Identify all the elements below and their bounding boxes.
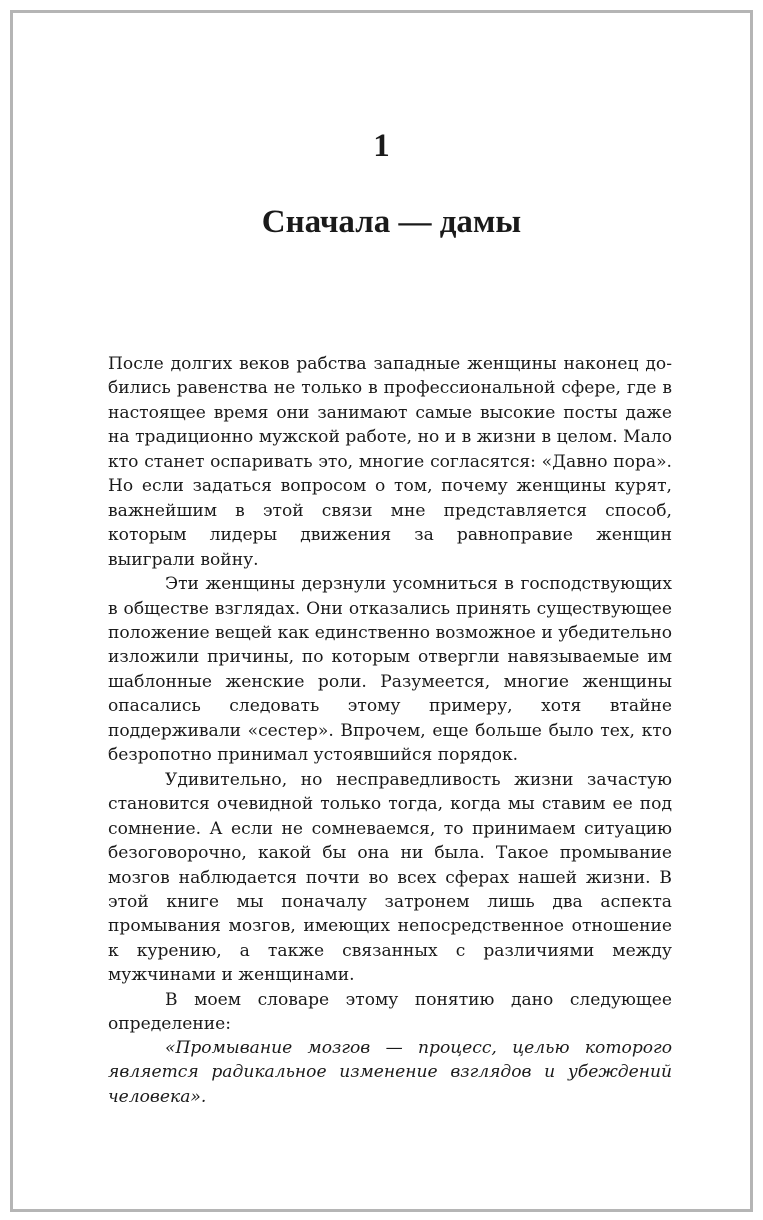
body-text [108,352,672,1037]
paragraph-1: После долгих веков рабства западные женщины наконец добились равенства не только в профессиональной сфере, где в настоящее время они занимают самые высокие посты даже на традиционно мужской работе, но и в жизни в целом. Мало кто станет оспаривать это, многие согласятся: «Давно пора». Но если задаться вопросом о том, почему женщины курят, важнейшим в этой связи мне представляется способ, которым лидеры движения за равноправие женщин выиграли войну. [108,354,672,570]
paragraph-2: Эти женщины дерзнули усомниться в господствующих в обществе взглядах. Они отказались принять существующее положение вещей как единственно возможное и убедительно изложили причины, по которым отвергли навязываемые им шаблонные женские роли. Разумеется, многие женщины опасались следовать этому примеру, хотя втайне поддерживали «сестер». Впрочем, еще больше было тех, кто безропотно принимал устоявшийся порядок. [108,574,672,766]
chapter-number: 1 [373,128,390,164]
definition-quote: «Промывание мозгов — процесс, целью которого является радикальное изменение взглядов и убеждений человека». [108,1038,672,1107]
chapter-title: Сначала — дамы [261,204,522,240]
paragraph-4: В моем словаре этому понятию дано следующее определение: [108,989,672,1035]
paragraph-3: Удивительно, но несправедливость жизни зачастую становится очевидной только тогда, когда мы ставим ее под сомнение. А если не сомневаемся, то принимаем ситуацию безоговорочно, какой бы она ни была. Такое промывание мозгов наблюдается почти во всех сферах нашей жизни. В этой книге мы поначалу затронем лишь два аспекта промывания мозгов, имеющих непосредственное отношение к курению, а также связанных с различиями между мужчинами и женщинами. [108,769,672,986]
